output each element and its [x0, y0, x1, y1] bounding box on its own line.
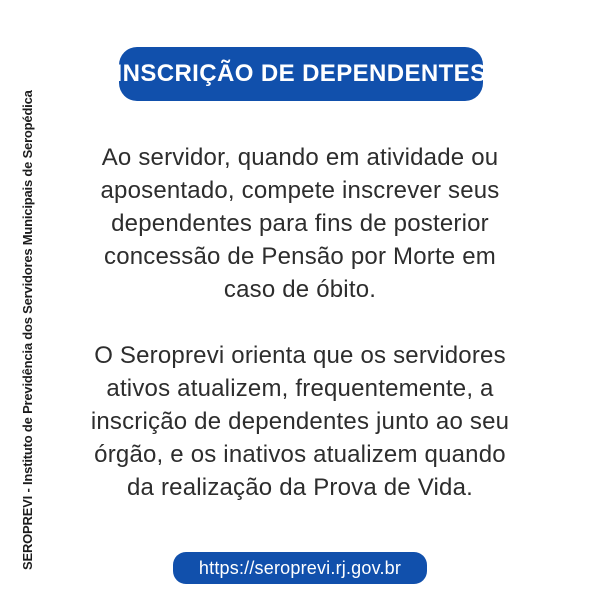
text-line: caso de óbito. — [223, 276, 377, 303]
text-line: órgão, e os inativos atualizem quando — [94, 441, 506, 468]
body-text — [60, 141, 540, 504]
paragraph-2 — [60, 339, 540, 504]
text-line: Ao servidor, quando em atividade ou — [101, 144, 499, 171]
text-line: da realização da Prova de Vida. — [127, 474, 473, 501]
text-line: dependentes para fins de posterior — [111, 210, 489, 237]
page-title: INSCRIÇÃO DE DEPENDENTES — [115, 60, 487, 87]
text-line: inscrição de dependentes junto ao seu — [90, 408, 510, 435]
text-line: ativos atualizem, frequentemente, a — [106, 375, 494, 402]
site-url: https://seroprevi.rj.gov.br — [198, 557, 402, 578]
sidebar-vertical-label: SEROPREVI - Instituto de Previdência dos Servidores Municipais de Seropédica — [20, 90, 35, 570]
text-line: concessão de Pensão por Morte em — [104, 243, 496, 270]
url-badge[interactable] — [173, 552, 427, 584]
text-line: O Seroprevi orienta que os servidores — [94, 342, 506, 369]
title-badge — [115, 47, 487, 101]
text-line: aposentado, compete inscrever seus — [100, 177, 500, 204]
paragraph-1 — [60, 141, 540, 306]
